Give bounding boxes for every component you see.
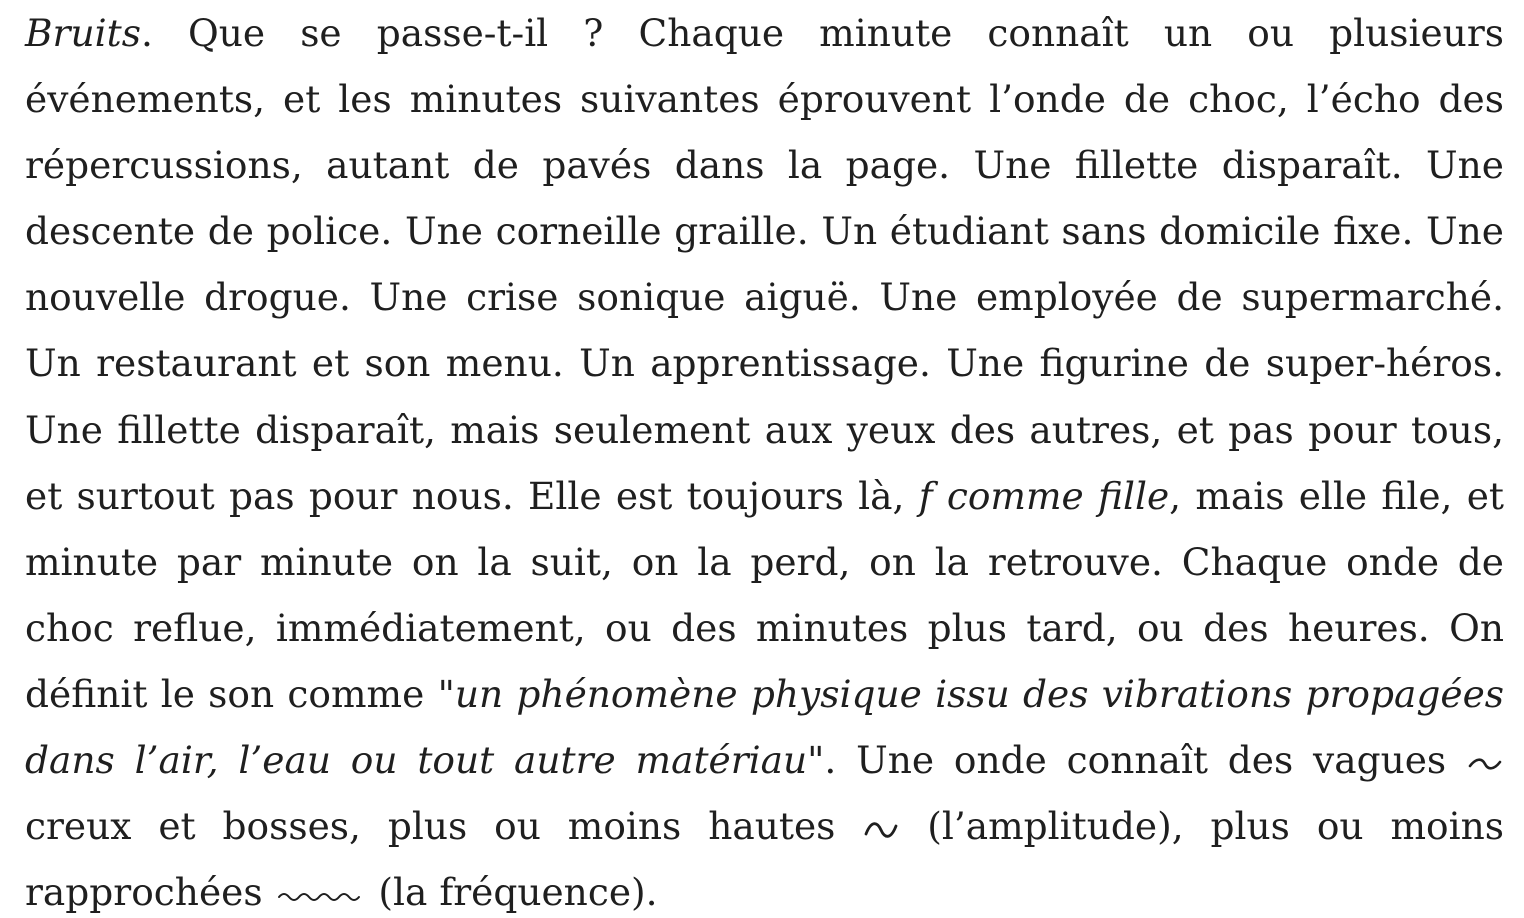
high-frequency-wave-icon xyxy=(277,889,365,903)
tall-wave-icon xyxy=(864,821,898,839)
text-segment-1: . Que se passe-t-il ? Chaque minute connaît un ou plusieurs événements, et les minutes suivantes éprouvent l’onde de choc, l’écho des répercussions, autant de pavés dans la page. Une fillette disparaît. Une descente de police. Une corneille graille. Un étudiant sans domicile fixe. Une nouvelle drogue. Une crise sonique aiguë. Une employée de supermarché. Un restaurant et son menu. Un apprentissage. Une figurine de super-héros. Une fillette disparaît, mais seulement aux yeux des autres, et pas pour tous, et surtout pas pour nous. Elle est toujours là, xyxy=(25,11,1504,518)
text-segment-2: , mais elle file, et minute par minute on la suit, on la perd, on la retrouve. Chaque onde de choc reflue, immédiatement, ou des minutes plus tard, ou des heures. On définit le son comme " xyxy=(25,473,1504,716)
text-segment-6: (la fréquence). xyxy=(366,870,658,915)
italic-definition-quote: un phénomène physique issu des vibrations propagées dans l’air, l’eau ou tout autre matériau xyxy=(25,671,1505,783)
italic-f-comme-fille: f comme fille xyxy=(918,473,1170,518)
text-segment-3: ". Une onde connaît des vagues xyxy=(807,738,1466,783)
body-paragraph xyxy=(25,0,1504,918)
small-wave-icon xyxy=(1468,757,1502,771)
text-segment-4: creux et bosses, plus ou moins hautes xyxy=(25,804,863,849)
title-italic-bruits: Bruits xyxy=(25,11,141,55)
text-segment-5: (l’amplitude), plus ou moins rapprochées xyxy=(25,804,1505,915)
